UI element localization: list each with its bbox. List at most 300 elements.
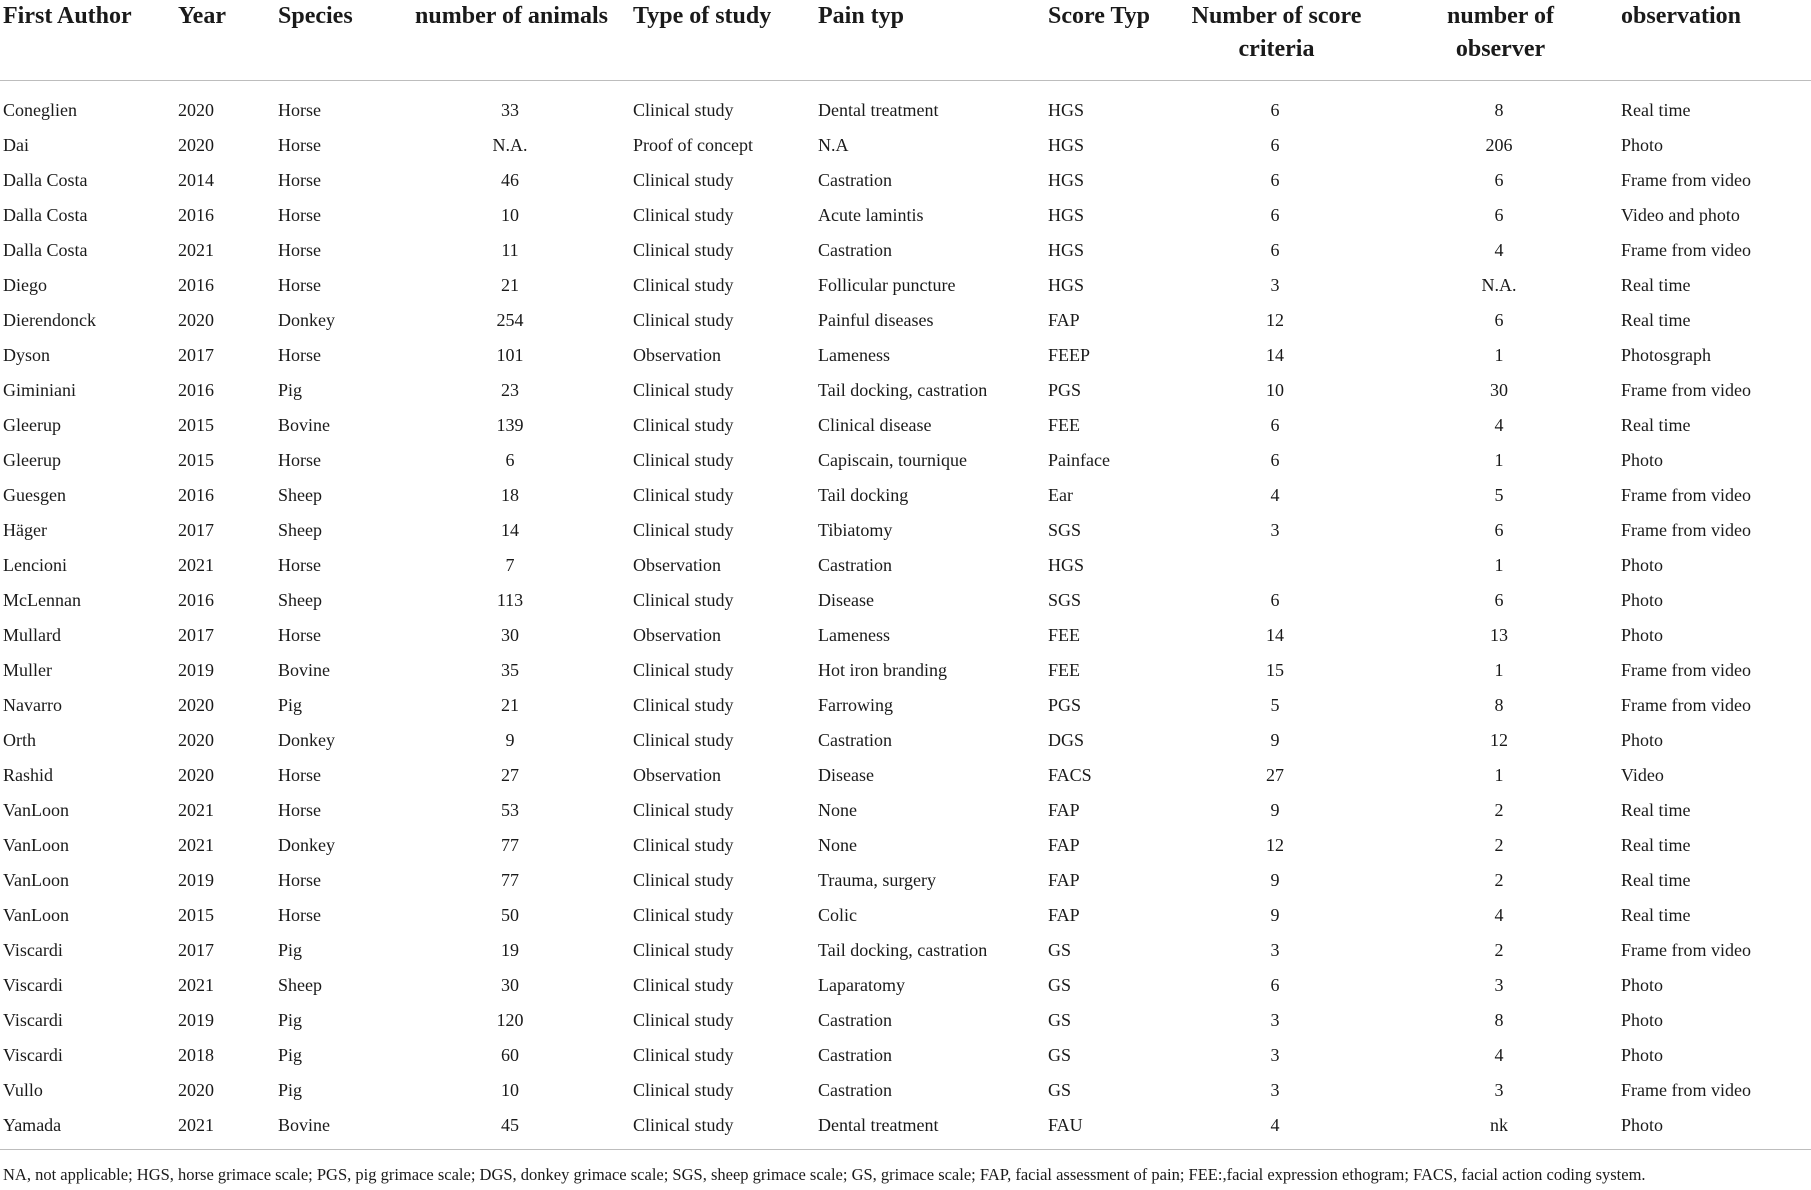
cell-observation: Photosgraph bbox=[1621, 345, 1711, 365]
cell-observation: Video and photo bbox=[1621, 205, 1740, 225]
table-row bbox=[0, 688, 1811, 723]
cell-score-type: PGS bbox=[1048, 695, 1082, 715]
cell-pain-type: Lameness bbox=[818, 345, 890, 365]
cell-type-of-study: Observation bbox=[633, 765, 721, 785]
cell-number-of-score-criteria: 12 bbox=[1266, 835, 1284, 855]
cell-observation: Photo bbox=[1621, 625, 1664, 645]
cell-type-of-study: Clinical study bbox=[633, 1045, 734, 1065]
cell-score-type: HGS bbox=[1048, 275, 1085, 295]
table-row bbox=[0, 513, 1811, 548]
cell-score-type: GS bbox=[1048, 1080, 1072, 1100]
table-footnote: NA, not applicable; HGS, horse grimace scale; PGS, pig grimace scale; DGS, donkey grimace scale; SGS, sheep grimace scale; GS, grimace scale; FAP, facial assessment of pain; FEE:,facial expression ethogram; FACS, facial action coding system. bbox=[3, 1165, 1646, 1184]
cell-observation: Real time bbox=[1621, 275, 1691, 295]
cell-score-type: GS bbox=[1048, 1045, 1072, 1065]
cell-number-of-observer: 2 bbox=[1494, 835, 1504, 855]
cell-number-of-score-criteria: 3 bbox=[1270, 1045, 1280, 1065]
table-row bbox=[0, 898, 1811, 933]
cell-first-author: Diego bbox=[3, 275, 47, 295]
cell-observation: Photo bbox=[1621, 135, 1664, 155]
cell-observation: Real time bbox=[1621, 310, 1691, 330]
cell-score-type: GS bbox=[1048, 1010, 1072, 1030]
table-body bbox=[0, 81, 1811, 1150]
cell-number-of-score-criteria: 9 bbox=[1270, 905, 1280, 925]
table-row bbox=[0, 268, 1811, 303]
cell-number-of-score-criteria: 6 bbox=[1270, 590, 1280, 610]
cell-type-of-study: Clinical study bbox=[633, 975, 734, 995]
cell-year: 2017 bbox=[178, 520, 214, 540]
cell-number-of-score-criteria: 15 bbox=[1266, 660, 1284, 680]
cell-observation: Photo bbox=[1618, 1108, 1811, 1150]
cell-number-of-score-criteria: 6 bbox=[1270, 240, 1280, 260]
header-row bbox=[0, 0, 1811, 81]
cell-number-of-animals: 23 bbox=[501, 380, 519, 400]
cell-pain-type: Castration bbox=[818, 730, 892, 750]
cell-number-of-score-criteria: 3 bbox=[1270, 275, 1280, 295]
cell-year: 2020 bbox=[178, 100, 214, 120]
cell-species: Horse bbox=[278, 205, 321, 225]
cell-number-of-score-criteria: 9 bbox=[1270, 800, 1280, 820]
cell-number-of-animals: 19 bbox=[501, 940, 519, 960]
cell-type-of-study: Clinical study bbox=[633, 240, 734, 260]
table-row bbox=[0, 1038, 1811, 1073]
table-row bbox=[0, 478, 1811, 513]
cell-pain-type: Castration bbox=[818, 240, 892, 260]
cell-number-of-observer: 1 bbox=[1494, 660, 1504, 680]
cell-year: 2016 bbox=[178, 205, 214, 225]
cell-number-of-score-criteria: 3 bbox=[1270, 1080, 1280, 1100]
cell-number-of-observer: 2 bbox=[1494, 940, 1504, 960]
table-row bbox=[0, 618, 1811, 653]
cell-pain-type: Dental treatment bbox=[815, 1108, 1045, 1150]
cell-number-of-animals: 120 bbox=[496, 1010, 524, 1030]
cell-number-of-score-criteria: 3 bbox=[1270, 940, 1280, 960]
cell-number-of-animals: 14 bbox=[501, 520, 519, 540]
cell-first-author: Navarro bbox=[3, 695, 62, 715]
cell-first-author: Dalla Costa bbox=[3, 205, 88, 225]
cell-observation: Frame from video bbox=[1621, 660, 1751, 680]
cell-pain-type: Farrowing bbox=[818, 695, 893, 715]
cell-pain-type: Tail docking, castration bbox=[818, 940, 988, 960]
cell-number-of-animals: 33 bbox=[501, 100, 519, 120]
cell-type-of-study: Proof of concept bbox=[633, 135, 753, 155]
cell-observation: Frame from video bbox=[1621, 940, 1751, 960]
cell-number-of-observer: N.A. bbox=[1481, 275, 1517, 295]
cell-year: 2021 bbox=[178, 975, 214, 995]
cell-first-author: Dalla Costa bbox=[3, 170, 88, 190]
cell-type-of-study: Observation bbox=[633, 345, 721, 365]
cell-first-author: Dyson bbox=[3, 345, 51, 365]
table-row bbox=[0, 81, 1811, 129]
cell-score-type: HGS bbox=[1048, 555, 1085, 575]
cell-number-of-score-criteria: 3 bbox=[1270, 1010, 1280, 1030]
cell-pain-type: Acute lamintis bbox=[818, 205, 924, 225]
cell-year: 2016 bbox=[178, 590, 214, 610]
header-criteria-line-1: Number of score bbox=[1191, 3, 1362, 29]
cell-number-of-animals: 10 bbox=[501, 1080, 519, 1100]
cell-pain-type: N.A bbox=[818, 135, 849, 155]
cell-number-of-score-criteria: 4 bbox=[1270, 485, 1280, 505]
cell-score-type: FAU bbox=[1045, 1108, 1170, 1150]
cell-pain-type: Disease bbox=[818, 590, 874, 610]
cell-species: Horse bbox=[278, 870, 321, 890]
cell-score-type: HGS bbox=[1048, 135, 1085, 155]
cell-number-of-score-criteria: 5 bbox=[1270, 695, 1280, 715]
table-row bbox=[0, 723, 1811, 758]
cell-type-of-study: Observation bbox=[633, 555, 721, 575]
cell-type-of-study: Clinical study bbox=[633, 695, 734, 715]
cell-observation: Frame from video bbox=[1621, 170, 1751, 190]
cell-species: Horse bbox=[278, 100, 321, 120]
header-pain-type: Pain typ bbox=[815, 0, 1045, 81]
cell-species: Horse bbox=[278, 905, 321, 925]
cell-pain-type: Tibiatomy bbox=[818, 520, 893, 540]
cell-observation: Frame from video bbox=[1621, 695, 1751, 715]
cell-observation: Photo bbox=[1621, 730, 1664, 750]
cell-year: 2014 bbox=[178, 170, 214, 190]
cell-observation: Frame from video bbox=[1621, 240, 1751, 260]
cell-species: Bovine bbox=[275, 1108, 390, 1150]
cell-year: 2019 bbox=[178, 1010, 214, 1030]
cell-pain-type: Castration bbox=[818, 1010, 892, 1030]
cell-number-of-observer: 1 bbox=[1494, 555, 1504, 575]
cell-first-author: Rashid bbox=[3, 765, 54, 785]
cell-observation: Real time bbox=[1621, 905, 1691, 925]
cell-number-of-observer: 2 bbox=[1494, 800, 1504, 820]
cell-species: Donkey bbox=[278, 310, 335, 330]
cell-observation: Photo bbox=[1621, 450, 1664, 470]
cell-pain-type: Laparatomy bbox=[818, 975, 905, 995]
cell-year: 2021 bbox=[178, 800, 214, 820]
table-row bbox=[0, 338, 1811, 373]
cell-number-of-score-criteria: 4 bbox=[1170, 1108, 1380, 1150]
cell-number-of-observer: 1 bbox=[1494, 765, 1504, 785]
cell-first-author: Gleerup bbox=[3, 415, 61, 435]
cell-number-of-observer: 8 bbox=[1494, 1010, 1504, 1030]
cell-score-type: FAP bbox=[1048, 800, 1080, 820]
cell-year: 2015 bbox=[178, 450, 214, 470]
cell-pain-type: Clinical disease bbox=[818, 415, 932, 435]
cell-score-type: Ear bbox=[1048, 485, 1073, 505]
cell-number-of-observer: 5 bbox=[1494, 485, 1504, 505]
table-row bbox=[0, 583, 1811, 618]
cell-score-type: GS bbox=[1048, 975, 1072, 995]
cell-type-of-study: Clinical study bbox=[633, 905, 734, 925]
cell-pain-type: Colic bbox=[818, 905, 857, 925]
cell-number-of-animals: 11 bbox=[501, 240, 519, 260]
cell-type-of-study: Clinical study bbox=[633, 870, 734, 890]
cell-first-author: Lencioni bbox=[3, 555, 67, 575]
cell-number-of-animals: 45 bbox=[390, 1108, 630, 1150]
cell-pain-type: Castration bbox=[818, 170, 892, 190]
table-row bbox=[0, 443, 1811, 478]
cell-number-of-score-criteria: 9 bbox=[1270, 730, 1280, 750]
cell-score-type: HGS bbox=[1048, 205, 1085, 225]
header-type-of-study: Type of study bbox=[630, 0, 815, 81]
cell-type-of-study: Clinical study bbox=[633, 590, 734, 610]
cell-first-author: Dalla Costa bbox=[3, 240, 88, 260]
cell-number-of-score-criteria: 6 bbox=[1270, 170, 1280, 190]
cell-score-type: HGS bbox=[1048, 240, 1085, 260]
cell-number-of-observer: 6 bbox=[1494, 170, 1504, 190]
cell-number-of-score-criteria: 6 bbox=[1270, 975, 1280, 995]
cell-score-type: HGS bbox=[1048, 100, 1085, 120]
cell-observation: Video bbox=[1621, 765, 1664, 785]
cell-number-of-score-criteria: 3 bbox=[1270, 520, 1280, 540]
cell-number-of-score-criteria bbox=[1170, 548, 1380, 583]
cell-pain-type: Follicular puncture bbox=[818, 275, 956, 295]
cell-type-of-study: Clinical study bbox=[633, 660, 734, 680]
cell-number-of-score-criteria: 12 bbox=[1266, 310, 1284, 330]
cell-number-of-animals: 9 bbox=[505, 730, 515, 750]
cell-type-of-study: Clinical study bbox=[633, 380, 734, 400]
cell-number-of-score-criteria: 6 bbox=[1270, 135, 1280, 155]
cell-first-author: Gleerup bbox=[3, 450, 61, 470]
cell-year: 2019 bbox=[178, 870, 214, 890]
cell-type-of-study: Clinical study bbox=[633, 800, 734, 820]
cell-number-of-observer: 206 bbox=[1485, 135, 1513, 155]
cell-species: Pig bbox=[278, 1045, 303, 1065]
cell-number-of-score-criteria: 14 bbox=[1266, 625, 1284, 645]
cell-species: Horse bbox=[278, 555, 321, 575]
cell-first-author: Muller bbox=[3, 660, 52, 680]
cell-species: Sheep bbox=[278, 520, 322, 540]
cell-pain-type: Castration bbox=[818, 1080, 892, 1100]
table-row bbox=[0, 163, 1811, 198]
cell-species: Pig bbox=[278, 940, 303, 960]
cell-first-author: Viscardi bbox=[3, 1010, 63, 1030]
cell-number-of-animals: 101 bbox=[496, 345, 524, 365]
table-row bbox=[0, 303, 1811, 338]
table-row bbox=[0, 793, 1811, 828]
table-row bbox=[0, 653, 1811, 688]
cell-type-of-study: Clinical study bbox=[633, 730, 734, 750]
cell-pain-type: Dental treatment bbox=[818, 100, 939, 120]
table-row bbox=[0, 1108, 1811, 1150]
cell-number-of-observer: 4 bbox=[1494, 240, 1504, 260]
cell-number-of-animals: 18 bbox=[501, 485, 519, 505]
header-species: Species bbox=[275, 0, 390, 81]
cell-pain-type: None bbox=[818, 835, 857, 855]
cell-number-of-animals: 21 bbox=[501, 695, 519, 715]
cell-pain-type: Castration bbox=[818, 1045, 892, 1065]
header-score-type: Score Typ bbox=[1045, 0, 1170, 81]
cell-species: Bovine bbox=[278, 660, 330, 680]
cell-number-of-animals: 77 bbox=[501, 870, 519, 890]
cell-number-of-observer: 1 bbox=[1494, 345, 1504, 365]
cell-species: Sheep bbox=[278, 485, 322, 505]
table-row bbox=[0, 233, 1811, 268]
table-header bbox=[0, 0, 1811, 81]
table-row bbox=[0, 198, 1811, 233]
cell-number-of-score-criteria: 27 bbox=[1266, 765, 1284, 785]
cell-number-of-animals: 77 bbox=[501, 835, 519, 855]
cell-number-of-observer: 8 bbox=[1494, 695, 1504, 715]
cell-species: Bovine bbox=[278, 415, 330, 435]
header-observation: observation bbox=[1618, 0, 1811, 81]
cell-number-of-score-criteria: 6 bbox=[1270, 450, 1280, 470]
cell-year: 2015 bbox=[178, 905, 214, 925]
cell-observation: Frame from video bbox=[1621, 1080, 1751, 1100]
cell-year: 2016 bbox=[178, 485, 214, 505]
table-row bbox=[0, 863, 1811, 898]
cell-type-of-study: Clinical study bbox=[633, 940, 734, 960]
cell-number-of-animals: 30 bbox=[501, 975, 519, 995]
cell-pain-type: Hot iron branding bbox=[818, 660, 947, 680]
cell-year: 2021 bbox=[178, 835, 214, 855]
cell-year: 2019 bbox=[178, 660, 214, 680]
cell-number-of-animals: 27 bbox=[501, 765, 519, 785]
cell-type-of-study: Clinical study bbox=[633, 170, 734, 190]
cell-species: Horse bbox=[278, 170, 321, 190]
cell-score-type: SGS bbox=[1048, 520, 1082, 540]
table-row bbox=[0, 758, 1811, 793]
table-row bbox=[0, 828, 1811, 863]
cell-species: Pig bbox=[278, 1080, 303, 1100]
cell-year: 2020 bbox=[178, 730, 214, 750]
cell-number-of-animals: 30 bbox=[501, 625, 519, 645]
cell-species: Horse bbox=[278, 345, 321, 365]
cell-species: Horse bbox=[278, 765, 321, 785]
table-row bbox=[0, 128, 1811, 163]
cell-number-of-animals: 60 bbox=[501, 1045, 519, 1065]
cell-first-author: McLennan bbox=[3, 590, 81, 610]
cell-first-author: Orth bbox=[3, 730, 36, 750]
cell-number-of-observer: 6 bbox=[1494, 520, 1504, 540]
cell-score-type: FEE bbox=[1048, 660, 1081, 680]
cell-year: 2021 bbox=[178, 240, 214, 260]
cell-first-author: Coneglien bbox=[3, 100, 77, 120]
cell-first-author: Dierendonck bbox=[3, 310, 96, 330]
cell-first-author: VanLoon bbox=[3, 800, 69, 820]
cell-number-of-observer: 4 bbox=[1494, 1045, 1504, 1065]
header-observer-line-1: number of bbox=[1447, 3, 1554, 29]
cell-number-of-animals: 6 bbox=[505, 450, 515, 470]
cell-score-type: DGS bbox=[1048, 730, 1085, 750]
cell-type-of-study: Clinical study bbox=[633, 485, 734, 505]
cell-year: 2015 bbox=[178, 415, 214, 435]
table-row bbox=[0, 408, 1811, 443]
cell-observation: Real time bbox=[1621, 800, 1691, 820]
table-row bbox=[0, 1073, 1811, 1108]
table-row bbox=[0, 968, 1811, 1003]
cell-number-of-score-criteria: 6 bbox=[1270, 415, 1280, 435]
cell-type-of-study: Clinical study bbox=[633, 835, 734, 855]
cell-number-of-animals: 50 bbox=[501, 905, 519, 925]
cell-first-author: VanLoon bbox=[3, 870, 69, 890]
cell-observation: Real time bbox=[1621, 870, 1691, 890]
table-row bbox=[0, 1003, 1811, 1038]
header-number-of-observer bbox=[1380, 0, 1618, 81]
cell-score-type: Painface bbox=[1048, 450, 1110, 470]
cell-score-type: FACS bbox=[1048, 765, 1092, 785]
table-row bbox=[0, 373, 1811, 408]
table-row bbox=[0, 548, 1811, 583]
cell-number-of-observer: 6 bbox=[1494, 205, 1504, 225]
cell-score-type: FAP bbox=[1048, 835, 1080, 855]
cell-species: Horse bbox=[278, 240, 321, 260]
cell-first-author: Yamada bbox=[0, 1108, 175, 1150]
cell-first-author: Giminiani bbox=[3, 380, 76, 400]
cell-number-of-observer: 4 bbox=[1494, 415, 1504, 435]
cell-number-of-observer: 1 bbox=[1494, 450, 1504, 470]
cell-pain-type: Castration bbox=[818, 555, 892, 575]
cell-number-of-observer: 6 bbox=[1494, 310, 1504, 330]
cell-number-of-observer: 30 bbox=[1490, 380, 1508, 400]
cell-pain-type: Tail docking, castration bbox=[818, 380, 988, 400]
cell-score-type: FAP bbox=[1048, 310, 1080, 330]
header-observer-line-2: observer bbox=[1455, 36, 1546, 62]
cell-score-type: PGS bbox=[1048, 380, 1082, 400]
header-year: Year bbox=[175, 0, 275, 81]
cell-type-of-study: Clinical study bbox=[633, 450, 734, 470]
cell-year: 2020 bbox=[178, 135, 214, 155]
cell-type-of-study: Clinical study bbox=[633, 1010, 734, 1030]
cell-number-of-score-criteria: 6 bbox=[1270, 205, 1280, 225]
cell-year: 2021 bbox=[175, 1108, 275, 1150]
cell-number-of-score-criteria: 9 bbox=[1270, 870, 1280, 890]
cell-score-type: FAP bbox=[1048, 905, 1080, 925]
cell-number-of-animals: 7 bbox=[505, 555, 515, 575]
cell-pain-type: None bbox=[818, 800, 857, 820]
cell-number-of-animals: 139 bbox=[496, 415, 524, 435]
cell-number-of-animals: 10 bbox=[501, 205, 519, 225]
cell-number-of-animals: 53 bbox=[501, 800, 519, 820]
cell-species: Horse bbox=[278, 625, 321, 645]
cell-observation: Photo bbox=[1621, 555, 1664, 575]
cell-number-of-observer: 3 bbox=[1494, 975, 1504, 995]
cell-type-of-study: Clinical study bbox=[630, 1108, 815, 1150]
cell-number-of-observer: 13 bbox=[1490, 625, 1508, 645]
cell-observation: Frame from video bbox=[1621, 380, 1751, 400]
cell-first-author: Vullo bbox=[3, 1080, 43, 1100]
cell-species: Pig bbox=[278, 695, 303, 715]
cell-type-of-study: Clinical study bbox=[633, 520, 734, 540]
cell-observation: Photo bbox=[1621, 1010, 1664, 1030]
cell-species: Sheep bbox=[278, 975, 322, 995]
cell-number-of-animals: 254 bbox=[496, 310, 524, 330]
cell-type-of-study: Clinical study bbox=[633, 415, 734, 435]
cell-first-author: Mullard bbox=[3, 625, 61, 645]
cell-species: Pig bbox=[278, 380, 303, 400]
cell-type-of-study: Clinical study bbox=[633, 275, 734, 295]
cell-number-of-observer: 2 bbox=[1494, 870, 1504, 890]
cell-first-author: Viscardi bbox=[3, 975, 63, 995]
cell-pain-type: Trauma, surgery bbox=[818, 870, 936, 890]
cell-number-of-observer: 8 bbox=[1494, 100, 1504, 120]
cell-year: 2020 bbox=[178, 765, 214, 785]
cell-first-author: Viscardi bbox=[3, 940, 63, 960]
header-number-of-score-criteria bbox=[1170, 0, 1380, 81]
cell-number-of-observer: 3 bbox=[1494, 1080, 1504, 1100]
cell-species: Sheep bbox=[278, 590, 322, 610]
cell-number-of-observer: nk bbox=[1380, 1108, 1618, 1150]
header-number-of-animals: number of animals bbox=[390, 0, 630, 81]
cell-observation: Frame from video bbox=[1621, 485, 1751, 505]
cell-observation: Real time bbox=[1621, 835, 1691, 855]
cell-observation: Photo bbox=[1621, 590, 1664, 610]
cell-number-of-observer: 4 bbox=[1494, 905, 1504, 925]
cell-score-type: FAP bbox=[1048, 870, 1080, 890]
cell-pain-type: Painful diseases bbox=[818, 310, 934, 330]
cell-number-of-animals: 21 bbox=[501, 275, 519, 295]
cell-pain-type: Disease bbox=[818, 765, 874, 785]
cell-species: Horse bbox=[278, 800, 321, 820]
cell-number-of-animals: N.A. bbox=[492, 135, 528, 155]
cell-number-of-score-criteria: 14 bbox=[1266, 345, 1284, 365]
cell-first-author: Häger bbox=[3, 520, 47, 540]
cell-year: 2020 bbox=[178, 695, 214, 715]
cell-score-type: FEEP bbox=[1048, 345, 1091, 365]
